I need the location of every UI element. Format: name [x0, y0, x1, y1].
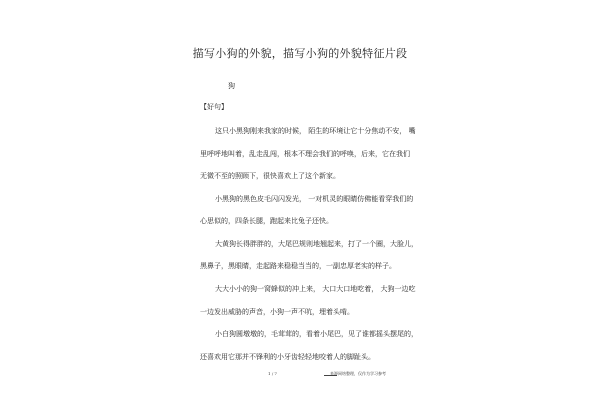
- paragraph-line: 无微不至的照顾下，很快喜欢上了这个新家。: [200, 172, 340, 180]
- section-heading: 【好句】: [200, 103, 228, 111]
- paragraph-line: 这只小黑狗刚来我家的时候， 陌生的环境让它十分焦动不安， 嘴: [215, 127, 416, 135]
- paragraph-line: 黑鼻子，黑眼睛，走起路来稳稳当当的，一副忠厚老实的样子。: [200, 262, 396, 270]
- page-number: 1 / 7: [268, 371, 277, 376]
- document-title: 描写小狗的外貌，描写小狗的外貌特征片段: [192, 47, 408, 60]
- paragraph-line: 小白狗圆墩墩的，毛茸茸的，看着小尾巴，见了谁都摇头摆尾的，: [215, 330, 418, 338]
- footer-note: 来源网络整理，仅作为学习参考: [330, 371, 386, 376]
- paragraph-line: 大大小小的狗一窝蜂似的冲上来， 大口大口地吃着， 大狗一边吃: [215, 285, 416, 293]
- paragraph-line: 里呼呼地叫着，乱走乱闯，根本不理会我们的呼唤，后来，它在我们: [200, 150, 410, 158]
- paragraph-line: 小黑狗的黑色皮毛闪闪发光， 一对机灵的眼睛仿佛能看穿我们的: [215, 195, 414, 203]
- paragraph-line: 还喜欢用它那并不锋利的小牙齿轻轻地咬着人的脚趾头。: [200, 353, 375, 361]
- paragraph-line: 大黄狗长得胖胖的，大尾巴规则地翘起来，打了一个圈，大脸儿，: [215, 240, 418, 248]
- document-subtitle: 狗: [228, 82, 235, 90]
- paragraph-line: 一边发出威胁的声音，小狗一声不吭，埋着头啃。: [200, 308, 354, 316]
- paragraph-line: 心思似的，四条长腿，跑起来比兔子还快。: [200, 217, 333, 225]
